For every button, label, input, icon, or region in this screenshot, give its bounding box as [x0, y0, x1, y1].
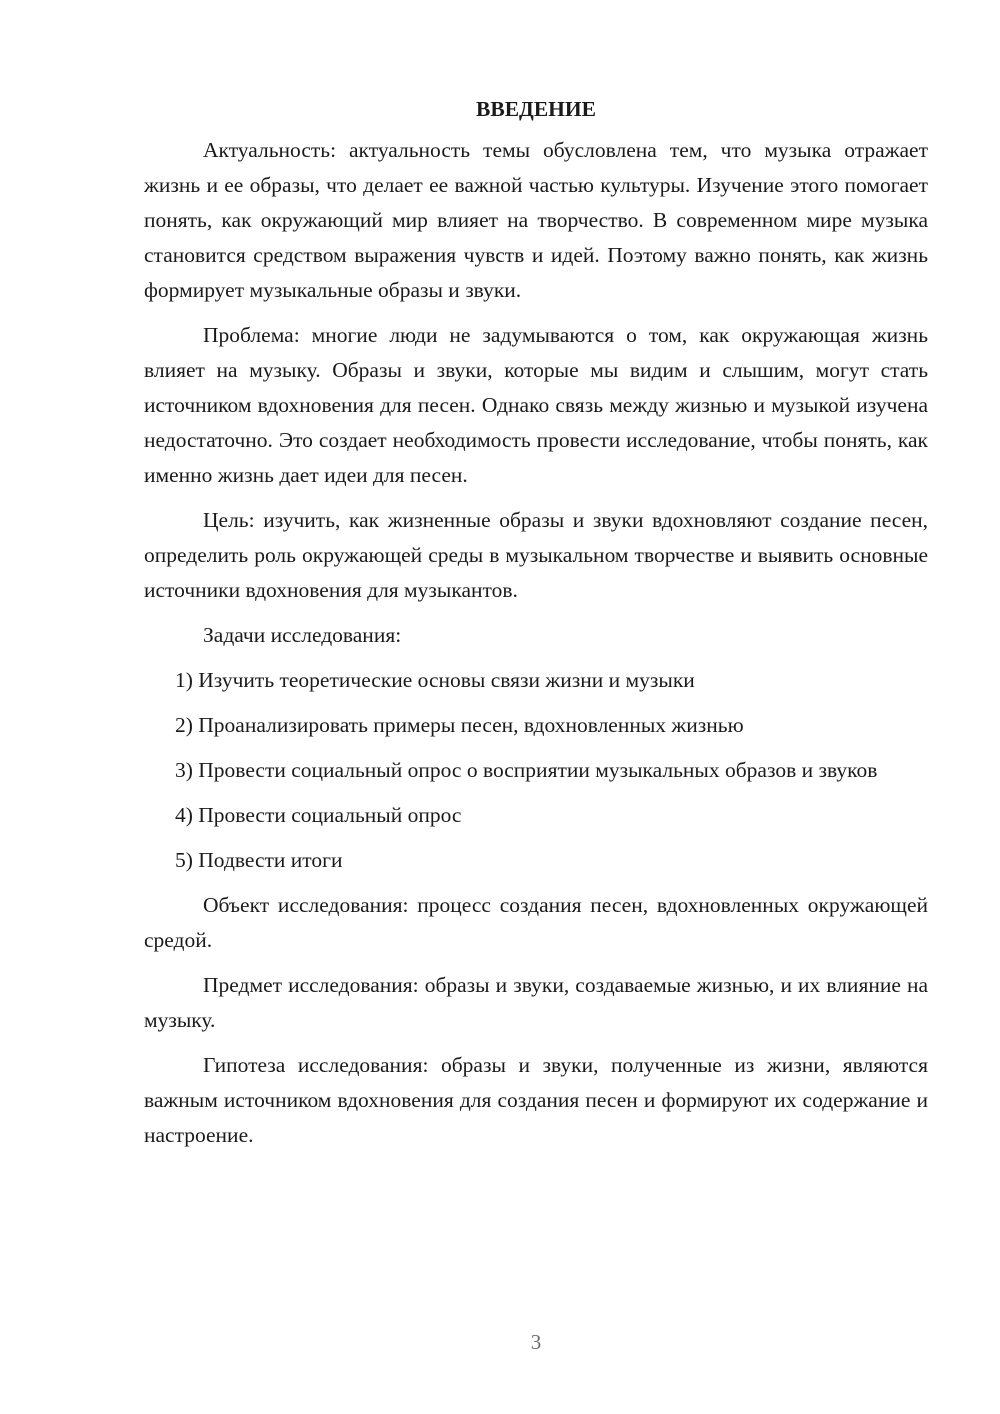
paragraph-object: Объект исследования: процесс создания песен, вдохновленных окружающей средой. [144, 893, 928, 952]
paragraph-problem: Проблема: многие люди не задумываются о том, как окружающая жизнь влияет на музыку. Образы и звуки, которые мы видим и слышим, могут стать источником вдохновения для песен. Однако связь между жизнью и музыкой изучена недостаточно. Это создает необходимость провести исследование, чтобы понять, как именно жизнь дает идеи для песен. [144, 323, 928, 487]
task-item-1: 1) Изучить теоретические основы связи жизни и музыки [175, 668, 695, 692]
paragraph-subject: Предмет исследования: образы и звуки, создаваемые жизнью, и их влияние на музыку. [144, 973, 928, 1032]
task-item-2: 2) Проанализировать примеры песен, вдохновленных жизнью [175, 713, 744, 737]
tasks-heading: Задачи исследования: [203, 623, 402, 647]
task-item-5: 5) Подвести итоги [175, 848, 343, 872]
page-number: 3 [530, 1330, 542, 1354]
document-page [144, 92, 928, 1163]
paragraph-goal: Цель: изучить, как жизненные образы и звуки вдохновляют создание песен, определить роль окружающей среды в музыкальном творчестве и выявить основные источники вдохновения для музыкантов. [144, 508, 928, 602]
task-item-3: 3) Провести социальный опрос о восприятии музыкальных образов и звуков [175, 758, 878, 782]
task-item-4: 4) Провести социальный опрос [175, 803, 462, 827]
paragraph-relevance: Актуальность: актуальность темы обусловлена тем, что музыка отражает жизнь и ее образы, что делает ее важной частью культуры. Изучение этого помогает понять, как окружающий мир влияет на творчество. В современном мире музыка становится средством выражения чувств и идей. Поэтому важно понять, как жизнь формирует музыкальные образы и звуки. [144, 138, 928, 302]
paragraph-hypothesis: Гипотеза исследования: образы и звуки, полученные из жизни, являются важным источником вдохновения для создания песен и формируют их содержание и настроение. [144, 1053, 928, 1147]
page-title: ВВЕДЕНИЕ [476, 97, 596, 121]
